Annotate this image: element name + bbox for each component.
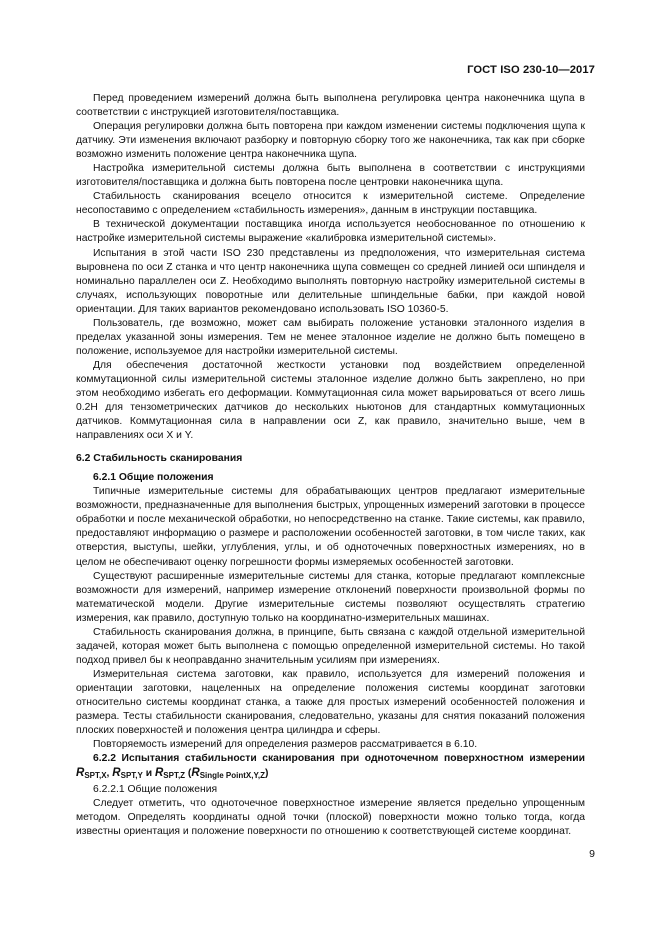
section-heading-6-2-1: 6.2.1 Общие положения	[93, 472, 214, 484]
paragraph: Типичные измерительные системы для обрабатывающих центров предлагают измерительные возможности, предназначенные для выполнения быстрых, упрощенных измерений заготовки в процессе обработки и после механической обработки, но непосредственно на станке. Такие системы, как правило, предоставляют информацию о размере и расположении особенностей заготовки, в том числе таких, как отверстия, выступы, шейки, углубления, углы, и об одноточечных поверхностных измерениях, но в целом не обеспечивают оценку погрешности формы измеряемых особенностей заготовки.	[76, 486, 585, 568]
paragraph: Для обеспечения достаточной жесткости установки под воздействием определенной коммутационной силы измерительной системы эталонное изделие должно быть закреплено, но при этом необходимо избегать его деформации. Коммутационная сила может варьироваться от всего лишь 0.2Н для тензометрических датчиков до нескольких ньютонов для стандартных коммутационных датчиков. Коммутационная сила в направлении оси Z, как правило, значительно выше, чем в направлениях оси X и Y.	[76, 359, 585, 442]
paragraph: Пользователь, где возможно, может сам выбирать положение установки эталонного изделия в пределах указанной зоны измерения. Тем не менее эталонное изделие не должно быть помещено в положение, используемое для настройки измерительной системы.	[76, 317, 585, 357]
symbol-r-spt-z: $R_{SPT,Z}$	[154, 767, 186, 781]
section-heading-6-2-2-1: 6.2.2.1 Общие положения	[93, 784, 218, 796]
paragraph: Настройка измерительной системы должна быть выполнена в соответствии с инструкциями изготовителя/поставщика и должна быть повторена после центровки наконечника щупа.	[76, 163, 585, 189]
paragraph: Стабильность сканирования должна, в принципе, быть связана с каждой отдельной измерительной задачей, которая может быть выполнена с помощью определенной измерительной системы. Но такой подход привел бы к неоправданно значительным усилиям при измерениях.	[76, 626, 585, 666]
page-number: 9	[589, 848, 595, 860]
paragraph: Операция регулировки должна быть повторена при каждом изменении системы подключения щупа к датчику. Эти изменения включают разборку и повторную сборку того же наконечника, так как при сборке возможно изменить положение центра наконечника щупа.	[76, 121, 585, 161]
paragraph: Следует отметить, что одноточечное поверхностное измерение является предельно упрощенным методом. Определять координаты одной точки (плоской) поверхности можно только тогда, когда известны ориентация и положение поверхности по отношению к соответствующей системе координат.	[76, 798, 585, 838]
paragraph: Повторяемость измерений для определения размеров рассматривается в 6.10.	[93, 739, 478, 751]
paragraph: В технической документации поставщика иногда используется необоснованное по отношению к настройке измерительной системы выражение «калибровка измерительной системы».	[76, 219, 585, 245]
symbol-r-spt-x: $R_{SPT,X}$	[76, 767, 107, 781]
paragraph: Существуют расширенные измерительные системы для станка, которые предлагают комплексные возможности для измерений, например измерение отклонений поверхности произвольной формы по математической модели. Другие измерительные системы позволяют осуществлять стратегию измерения, как правило, доступную только на координатно-измерительных машинах.	[76, 570, 585, 624]
paragraph: Испытания в этой части ISO 230 представлены из предположения, что измерительная система выровнена по оси Z станка и что центр наконечника щупа совмещен со средней линией оси шпинделя и номинально параллелен оси Z. Необходимо выполнять повторную настройку измерительной системы в случаях, использующих поворотные или делительные шпиндельные бабки, при каждой новой ориентации. Для таких вариантов рекомендовано использовать ISO 10360-5.	[76, 247, 585, 315]
paragraph: Перед проведением измерений должна быть выполнена регулировка центра наконечника щупа в соответствии с инструкцией изготовителя/поставщика.	[76, 93, 585, 119]
section-heading-6-2-2-title: 6.2.2 Испытания стабильности сканирования при одноточечном поверхностном измерении	[93, 753, 585, 765]
section-heading-6-2-2: 6.2.2 Испытания стабильности сканирования при одноточечном поверхностном измерении $R_{SPT,X}$, $R_{SPT,Y}$ и $R_{SPT,Z}$ $(R_{Single PointX,Y,Z})$	[76, 753, 585, 781]
document-body	[76, 92, 585, 839]
symbol-r-single-point: $R_{Single PointX,Y,Z}$	[191, 767, 266, 781]
symbol-r-spt-y: $R_{SPT,Y}$	[112, 767, 143, 781]
document-header: ГОСТ ISO 230-10—2017	[467, 64, 595, 76]
paragraph: Измерительная система заготовки, как правило, используется для измерений положения и ориентации заготовки, нацеленных на определение положения системы координат заготовки относительно системы координат станка, а также для простых измерений особенностей положения и размера. Тесты стабильности сканирования, следовательно, указаны для снятия показаний положения плоских поверхностей и положения центра цилиндра и сферы.	[76, 668, 585, 737]
paragraph: Стабильность сканирования всецело относится к измерительной системе. Определение несопоставимо с определением «стабильность измерения», данным в инструкции поставщика.	[76, 191, 585, 217]
section-heading-6-2: 6.2 Стабильность сканирования	[76, 453, 243, 465]
